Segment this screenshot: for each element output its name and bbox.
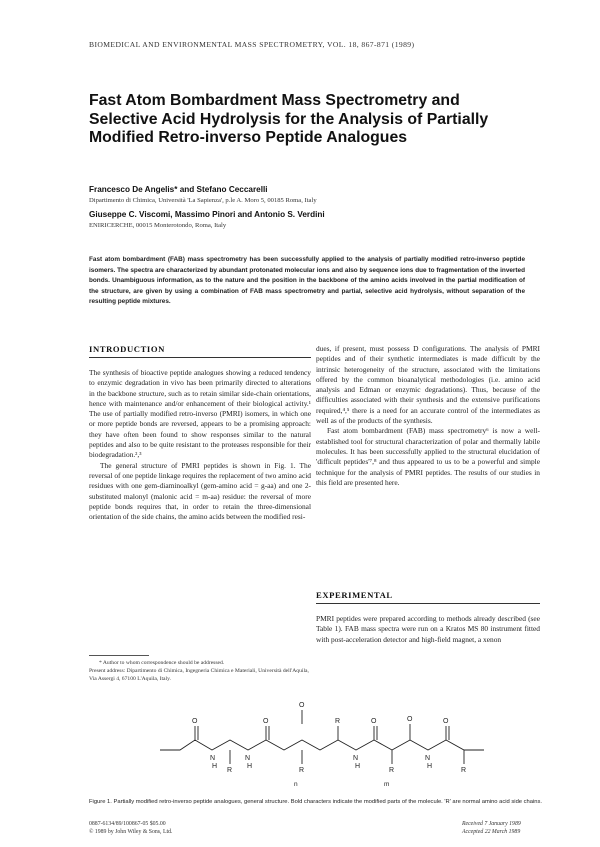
introduction-rule — [89, 357, 311, 358]
intro-paragraph-4: Fast atom bombardment (FAB) mass spectrometry⁶ is now a well-established tool for structural characterization of polar and thermally labile molecules. It has been successfully applied to the structural elucidation of 'difficult peptides'⁷,⁸ and thus appeared to us to be a powerful and simple technique for the analysis of PMRI peptides. The results of our studies in this field are presented here. — [316, 426, 540, 487]
affiliation-2: ENIRICERCHE, 00015 Monterotondo, Roma, Italy — [89, 222, 227, 229]
introduction-heading: INTRODUCTION — [89, 344, 165, 354]
svg-text:H: H — [427, 763, 433, 770]
introduction-left-column — [89, 368, 311, 522]
svg-text:O: O — [371, 718, 377, 725]
issn-line: 0887-6134/89/100867-05 $05.00 — [89, 821, 166, 827]
svg-text:O: O — [192, 718, 198, 725]
figure-1-caption: Figure 1. Partially modified retro-inverso peptide analogues, general structure. Bold characters indicate the modified parts of the molecule. 'R' are normal amino acid side chains. — [89, 799, 542, 805]
footnote — [89, 659, 311, 683]
figure-1-structure — [140, 688, 520, 792]
svg-text:O: O — [443, 718, 449, 725]
footnote-author: * Author to whom correspondence should be addressed. — [99, 660, 225, 666]
svg-text:N: N — [210, 755, 216, 762]
intro-paragraph-2: The general structure of PMRI peptides is shown in Fig. 1. The reversal of one peptide linkage requires the replacement of two amino acid residues with one gem-diaminoalkyl (gem-amino acid = g-aa) and one 2-substituted malonyl (malonic acid = m-aa) residue: the reversal of more peptide bonds requires that, in order to retain the three-dimensional orientation of the side chains, the amino acids between the modified resi- — [89, 460, 311, 522]
svg-text:O: O — [299, 702, 305, 709]
svg-text:R: R — [389, 767, 395, 774]
paper-title: Fast Atom Bombardment Mass Spectrometry and Selective Acid Hydrolysis for the Analysis of Partially Modified Retro-inverso Peptide Analogues — [89, 92, 489, 146]
journal-header: BIOMEDICAL AND ENVIRONMENTAL MASS SPECTROMETRY, VOL. 18, 867-871 (1989) — [89, 40, 415, 49]
accepted-date: Accepted 22 March 1989 — [462, 829, 521, 835]
footnote-rule — [89, 655, 149, 656]
abstract: Fast atom bombardment (FAB) mass spectrometry has been successfully applied to the analysis of partially modified retro-inverso peptide isomers. The spectra are characterized by abundant protonated molecular ions and also by sequence ions due to fragmentation of the inverted bonds. Unambiguous information, as to the nature and the position in the backbone of the amino acids involved in the partial modification of the structure, are given by using a combination of FAB mass spectrometry and partial, selective acid hydrolysis, without separation of the resulting peptide mixtures. — [89, 256, 525, 306]
svg-text:N: N — [245, 755, 251, 762]
experimental-rule — [316, 603, 540, 604]
experimental-text: PMRI peptides were prepared according to methods already described (see Table 1). FAB mass spectra were run on a Kratos MS 80 instrument fitted with post-acceleration detector and high-field magnet, a xenon — [316, 614, 540, 644]
svg-text:R: R — [335, 718, 341, 725]
svg-text:H: H — [247, 763, 253, 770]
svg-text:O: O — [407, 716, 413, 723]
received-date: Received 7 January 1989 — [462, 821, 521, 827]
svg-text:R: R — [299, 767, 305, 774]
svg-text:n: n — [294, 781, 298, 788]
svg-text:N: N — [353, 755, 359, 762]
svg-text:H: H — [212, 763, 218, 770]
author-group-1: Francesco De Angelis* and Stefano Ceccarelli — [89, 185, 268, 194]
copyright-line: © 1989 by John Wiley & Sons, Ltd. — [89, 829, 173, 835]
introduction-right-column — [316, 344, 540, 488]
svg-text:R: R — [461, 767, 467, 774]
affiliation-1: Dipartimento di Chimica, Università 'La Sapienza', p.le A. Moro 5, 00185 Roma, Italy — [89, 197, 317, 204]
footnote-address: Present address: Dipartimento di Chimica, Ingegneria Chimica e Materiali, Università dell'Aquila, Via Assergi 4, 67100 L'Aquila, Italy. — [89, 668, 309, 682]
svg-text:H: H — [355, 763, 361, 770]
svg-text:N: N — [425, 755, 431, 762]
author-group-2: Giuseppe C. Viscomi, Massimo Pinori and Antonio S. Verdini — [89, 210, 325, 219]
svg-text:O: O — [263, 718, 269, 725]
svg-text:R: R — [227, 767, 233, 774]
intro-paragraph-1: The synthesis of bioactive peptide analogues showing a reduced tendency to enzymic degradation in vivo has been primarily directed to alterations in the backbone structure, such as to retain similar side-chain orientations, hence with maintenance and/or enhancement of their biological activity.¹ The use of partially modified retro-inverso (PMRI) isomers, in which one or more peptide bonds are reversed, appears to be a promising approach: they have often been found to show responses similar to the natural peptides and also to be quite resistant to the proteases responsible for their biodegradation.²,³ — [89, 368, 311, 460]
experimental-heading: EXPERIMENTAL — [316, 590, 393, 600]
svg-text:m: m — [384, 781, 390, 788]
intro-paragraph-3: dues, if present, must possess D configurations. The analysis of PMRI peptides and of their synthetic intermediates is made difficult by the intrinsic heterogeneity of the structure, associated with the limitations offered by the common bioanalytical methodologies (i.e. amino acid analysis and Edman or enzymic degradations). Thus, because of the difficulties associated with their synthesis and the extensive purifications required,⁴,⁵ there is a need for an accurate control of the intermediates as well as of the products of the synthesis. — [316, 344, 540, 426]
